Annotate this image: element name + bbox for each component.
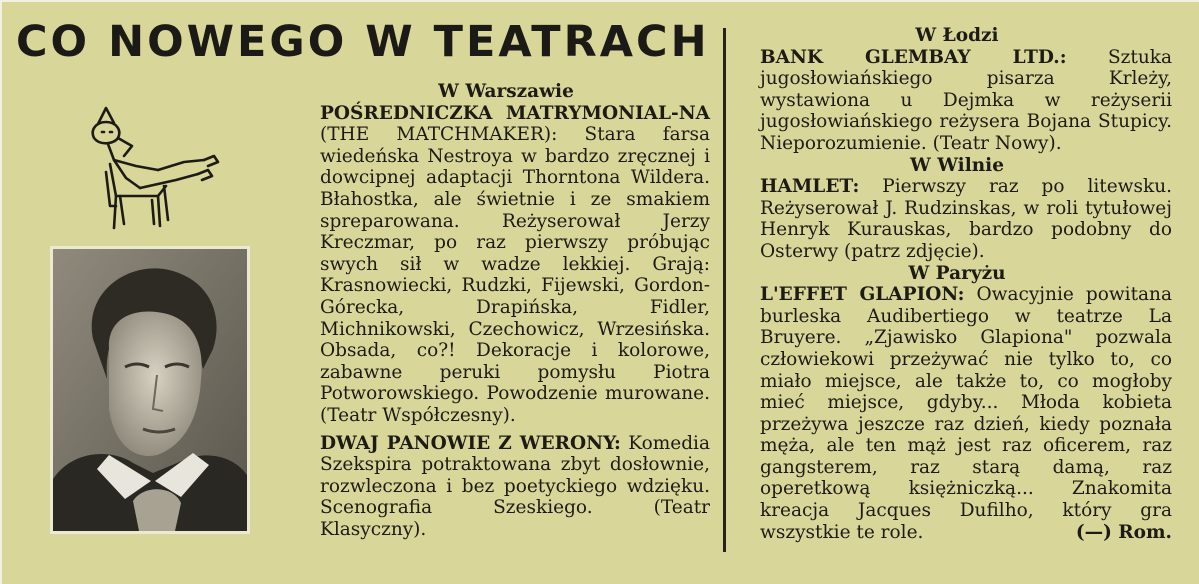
left-column <box>302 81 710 540</box>
spectator-sketch-icon <box>80 100 230 235</box>
city-heading-lodz: W Łodzi <box>915 25 999 46</box>
author-signature: (—) Rom. <box>1075 521 1172 543</box>
headline: CO NOWEGO W TEATRACH <box>16 17 710 67</box>
city-heading-paris: W Paryżu <box>908 262 1006 284</box>
article-body: Owacyjnie powitana burleska Audibertiego w teatrze La Bruyere. „Zjawisko Glapiona" pozwala człowiekowi przeżywać nie tylko to, co miało miejsce, ale także to, co mogłoby mieć miejsce, gdyby... Młoda kobieta przeżywa jeszcze raz dzień, kiedy poznała męża, ale ten mąż jest raz oficerem, raz gangsterem, raz starą damą, raz operetkową księżniczką... Znakomita kreacja Jacques Dufilho, który gra wszystkie te role. <box>760 284 1172 543</box>
article-body: Sztuka jugosłowiańskiego pisarza Krleży, wystawiona u Dejmka w reżyserii jugosłowiańskiego reżysera Bojana Stupicy. Nieporozumienie. (Teatr Nowy). <box>760 46 1172 154</box>
article-body: Pierwszy raz po litewsku. Reżyserował J. Rudzinskas, w roli tytułowej Henryk Kurauskas, bardzo podobny do Osterwy (patrz zdjęcie). <box>760 176 1172 262</box>
article-two-gentlemen <box>302 433 710 541</box>
article-title: HAMLET: <box>760 176 860 198</box>
article-hamlet <box>742 176 1172 262</box>
article-body: (THE MATCHMAKER): Stara farsa wiedeńska Nestroya w bardzo zręcznej i dowcipnej adaptacji Thorntona Wildera. Błahostka, ale świetnie i ze smakiem spreparowana. Reżyserował Jerzy Kreczmar, po raz pierwszy próbując swych sił w wadze lekkiej. Grają: Krasnowiecki, Rudzki, Fijewski, Gordon-Górecka, Drapińska, Fidler, Michnikowski, Czechowicz, Wrzesińska. Obsada, co?! Dekoracje i kolorowe, zabawne peruki pomysłu Piotra Potworowskiego. Powodzenie murowane. (Teatr Współczesny). <box>320 124 710 426</box>
article-title: POŚREDNICZKA MATRYMONIAL-NA <box>320 102 710 124</box>
column-divider <box>723 28 726 552</box>
article-title: L'EFFET GLAPION: <box>760 284 965 306</box>
city-heading-vilnius: W Wilnie <box>910 154 1004 176</box>
article-matchmaker <box>302 103 710 427</box>
article-title: BANK GLEMBAY LTD.: <box>760 46 1067 68</box>
actor-portrait-photo <box>50 246 250 534</box>
right-column <box>742 25 1172 543</box>
article-bank-glembay <box>742 47 1172 155</box>
article-title: DWAJ PANOWIE Z WERONY: <box>320 432 621 454</box>
article-effet-glapion <box>742 284 1172 543</box>
city-heading-warsaw: W Warszawie <box>438 81 574 102</box>
article-body: Komedia Szekspira potraktowana zbyt dosłownie, rozwleczona i bez poetyckiego wdzięku. Scenografia Szeskiego. (Teatr Klasyczny). <box>320 432 710 540</box>
